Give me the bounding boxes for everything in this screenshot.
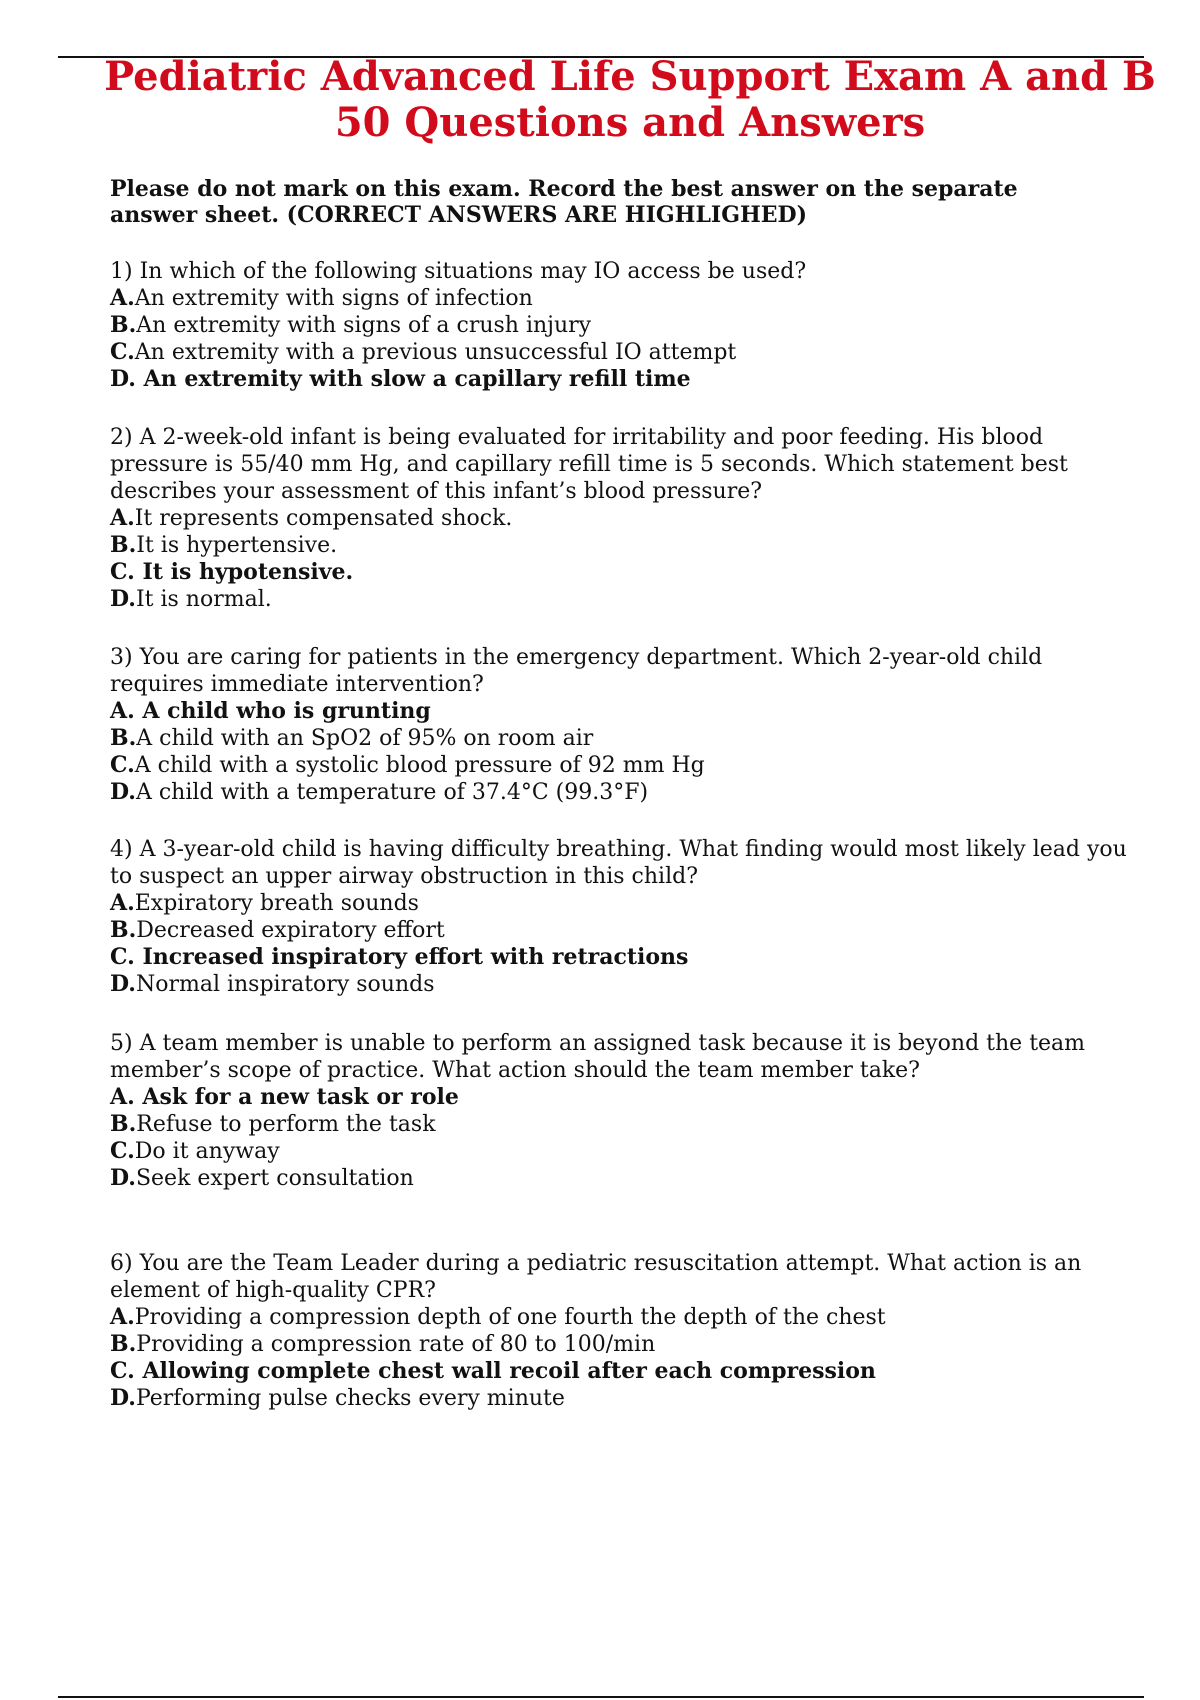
option-letter: C. — [110, 752, 135, 778]
question-3 — [110, 644, 1140, 806]
option-letter: C. — [110, 1138, 135, 1164]
option-letter: B. — [110, 1111, 137, 1137]
option-letter: D. — [110, 366, 136, 392]
question-number: 2) — [110, 425, 133, 450]
option-a — [110, 1304, 1140, 1331]
option-text: It is normal. — [135, 587, 272, 612]
option-text: Increased inspiratory effort with retractions — [142, 944, 689, 970]
option-b — [110, 725, 1140, 752]
question-body: A 3-year-old child is having difficulty breathing. What finding would most likely lead you to suspect an upper airway obstruction in this child? — [110, 837, 1127, 889]
option-b — [110, 1331, 1140, 1358]
option-letter: B. — [110, 1331, 137, 1357]
question-5 — [110, 1030, 1140, 1192]
option-a-correct — [110, 1084, 1140, 1111]
option-a — [110, 890, 1140, 917]
question-4 — [110, 836, 1140, 998]
option-letter: D. — [110, 971, 136, 997]
option-letter: C. — [110, 944, 135, 970]
option-text: It is hypertensive. — [136, 533, 338, 558]
option-text: Performing pulse checks every minute — [135, 1386, 565, 1411]
option-letter: C. — [110, 339, 135, 365]
option-d — [110, 1165, 1140, 1192]
option-letter: D. — [110, 1165, 136, 1191]
option-c-correct — [110, 559, 1140, 586]
question-number: 1) — [110, 259, 133, 284]
option-letter: B. — [110, 725, 137, 751]
option-text: Decreased expiratory effort — [136, 918, 445, 943]
option-text: An extremity with slow a capillary refill time — [143, 366, 691, 392]
option-text: Normal inspiratory sounds — [135, 972, 435, 997]
option-letter: B. — [110, 917, 137, 943]
option-a — [110, 285, 1140, 312]
option-a-correct — [110, 698, 1140, 725]
option-letter: A. — [110, 505, 135, 531]
option-d — [110, 779, 1140, 806]
question-text — [110, 258, 1140, 285]
question-number: 5) — [110, 1031, 133, 1056]
option-a — [110, 505, 1140, 532]
option-b — [110, 312, 1140, 339]
option-b — [110, 1111, 1140, 1138]
option-letter: A. — [110, 285, 135, 311]
option-b — [110, 532, 1140, 559]
option-text: Seek expert consultation — [135, 1166, 414, 1191]
option-text: A child with a temperature of 37.4°C (99.3°F) — [135, 780, 649, 805]
question-text — [110, 424, 1140, 505]
option-text: A child with a systolic blood pressure of 92 mm Hg — [134, 753, 705, 778]
question-1 — [110, 258, 1140, 393]
question-body: You are caring for patients in the emergency department. Which 2-year-old child requires immediate intervention? — [110, 645, 1043, 697]
option-c — [110, 339, 1140, 366]
option-letter: A. — [110, 890, 135, 916]
title-line-2: 50 Questions and Answers — [334, 99, 926, 146]
option-d-correct — [110, 366, 1140, 393]
option-text: It is hypotensive. — [142, 559, 354, 585]
document-title — [60, 54, 1200, 146]
option-text: Ask for a new task or role — [142, 1084, 459, 1110]
question-2 — [110, 424, 1140, 613]
option-text: A child who is grunting — [142, 698, 431, 724]
option-text: Do it anyway — [134, 1139, 280, 1164]
option-text: Providing a compression rate of 80 to 100/min — [136, 1332, 656, 1357]
bottom-rule — [58, 1696, 1144, 1698]
option-text: An extremity with a previous unsuccessful IO attempt — [134, 340, 737, 365]
option-letter: B. — [110, 312, 137, 338]
exam-instructions: Please do not mark on this exam. Record the best answer on the separate answer sheet. (CORRECT ANSWERS ARE HIGHLIGHED) — [110, 176, 1018, 228]
question-body: You are the Team Leader during a pediatric resuscitation attempt. What action is an element of high-quality CPR? — [110, 1251, 1082, 1303]
option-letter: D. — [110, 1385, 136, 1411]
option-text: It represents compensated shock. — [134, 506, 513, 531]
option-text: Providing a compression depth of one fourth the depth of the chest — [134, 1305, 886, 1330]
option-c — [110, 1138, 1140, 1165]
option-text: A child with an SpO2 of 95% on room air — [136, 726, 594, 751]
option-b — [110, 917, 1140, 944]
question-text — [110, 644, 1140, 698]
question-text — [110, 836, 1140, 890]
option-letter: D. — [110, 586, 136, 612]
option-d — [110, 586, 1140, 613]
option-c-correct — [110, 944, 1140, 971]
question-number: 3) — [110, 645, 133, 670]
question-text — [110, 1030, 1140, 1084]
option-c-correct — [110, 1358, 1140, 1385]
question-number: 4) — [110, 837, 133, 862]
question-body: A 2-week-old infant is being evaluated for irritability and poor feeding. His blood pressure is 55/40 mm Hg, and capillary refill time is 5 seconds. Which statement best describes your assessment of this infant’s blood pressure? — [110, 425, 1068, 504]
option-text: An extremity with signs of a crush injury — [136, 313, 592, 338]
option-letter: C. — [110, 559, 135, 585]
question-number: 6) — [110, 1251, 133, 1276]
option-text: Allowing complete chest wall recoil after each compression — [142, 1358, 876, 1384]
option-d — [110, 1385, 1140, 1412]
option-letter: C. — [110, 1358, 135, 1384]
question-text — [110, 1250, 1140, 1304]
option-text: Expiratory breath sounds — [134, 891, 419, 916]
question-body: In which of the following situations may IO access be used? — [139, 259, 807, 284]
option-letter: B. — [110, 532, 137, 558]
question-body: A team member is unable to perform an assigned task because it is beyond the team member’s scope of practice. What action should the team member take? — [110, 1031, 1086, 1083]
option-letter: A. — [110, 1084, 135, 1110]
title-line-1: Pediatric Advanced Life Support Exam A and B — [104, 53, 1156, 100]
option-d — [110, 971, 1140, 998]
option-letter: A. — [110, 698, 135, 724]
question-6 — [110, 1250, 1140, 1412]
option-letter: D. — [110, 779, 136, 805]
option-text: An extremity with signs of infection — [134, 286, 533, 311]
option-text: Refuse to perform the task — [136, 1112, 436, 1137]
option-letter: A. — [110, 1304, 135, 1330]
option-c — [110, 752, 1140, 779]
